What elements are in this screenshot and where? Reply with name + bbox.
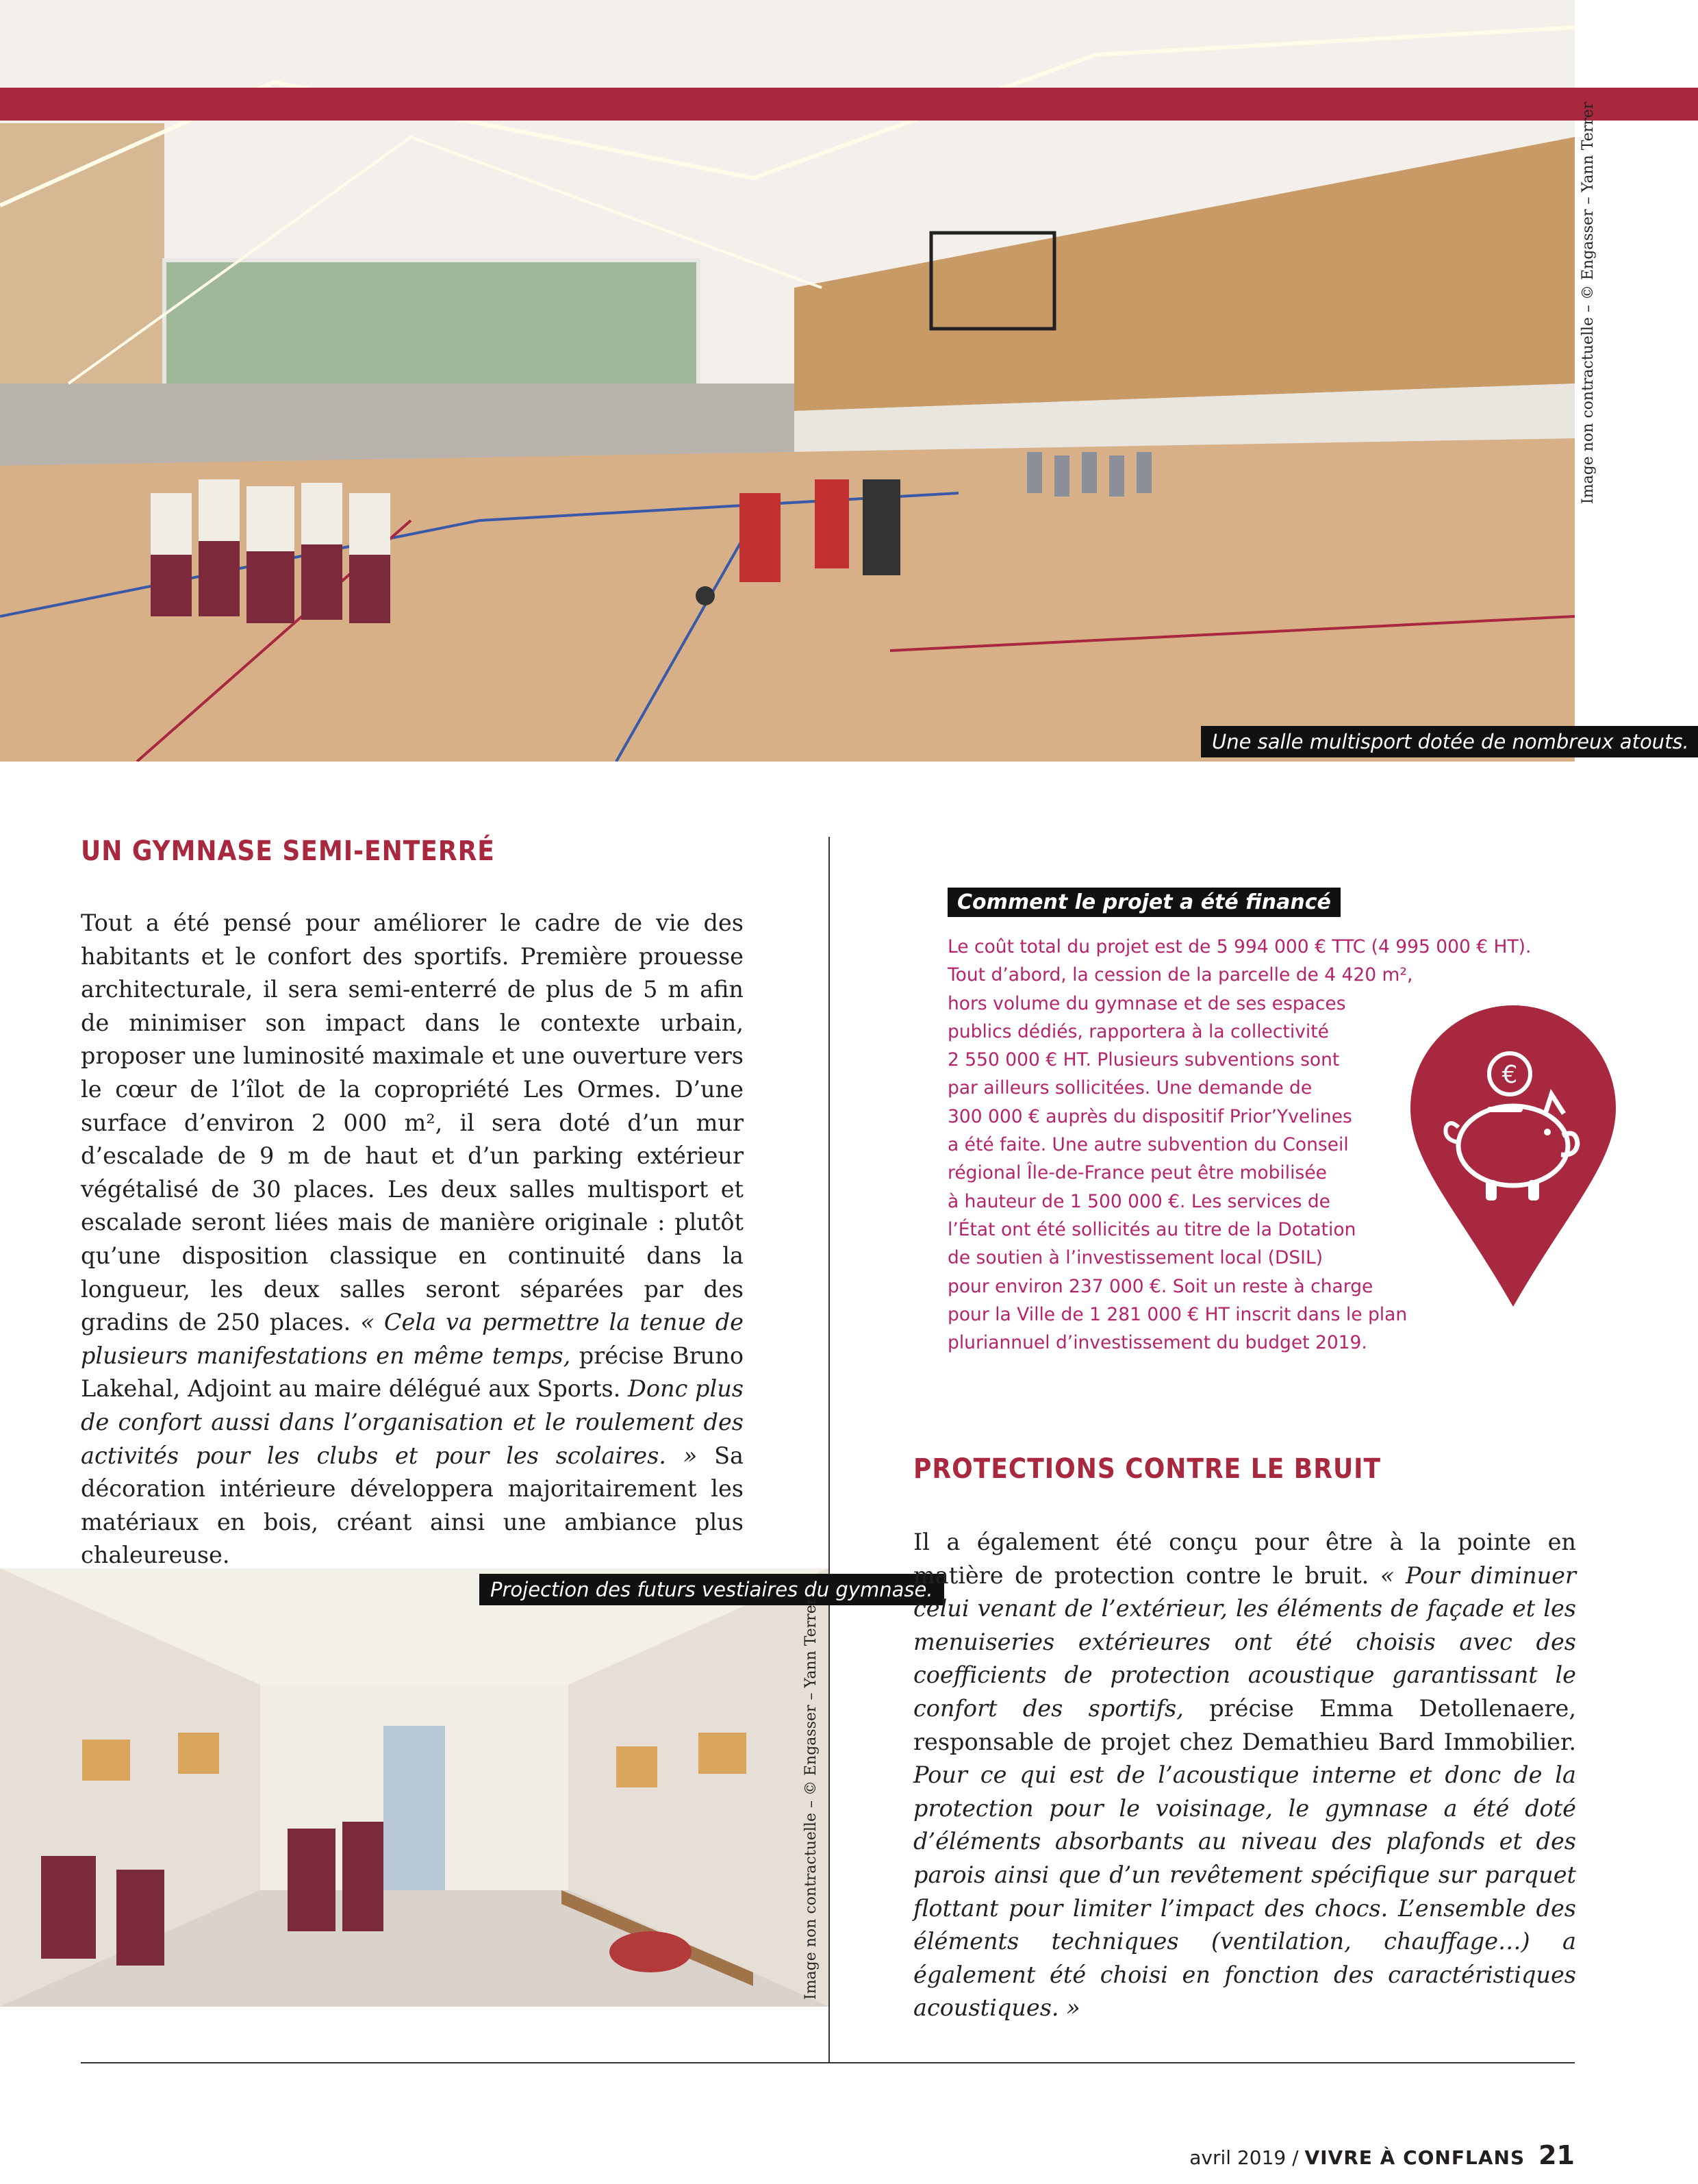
financing-title: Comment le projet a été financé [948,888,1341,917]
top-photo-credit: Image non contractuelle – © Engasser – Yann Terrer [1580,101,1597,504]
locker-room-illustration [0,1568,828,2007]
section2-quote-2: Pour ce qui est de l’acoustique interne et donc de la protection pour le voisinage, le gymnase a été doté d’éléments absorbants au niveau des plafonds et des parois ainsi que d’un revêtement spécifique sur parquet flottant pour limiter l’impact des chocs. L’ensemble des éléments techniques (ventilation, chauffage…) a également été choisi en fonction des caractéristiques acoustiques. » [913,1761,1576,2022]
financing-line: Tout d’abord, la cession de la parcelle de 4 420 m², [948,964,1413,986]
locker-room-photo [0,1568,828,2007]
financing-line: hors volume du gymnase et de ses espaces [948,992,1346,1014]
section2-body [913,1526,1576,2025]
page-footer [1189,2140,1575,2170]
financing-line: pour environ 237 000 €. Soit un reste à charge [948,1275,1373,1297]
footer-magazine: VIVRE À CONFLANS [1304,2146,1525,2169]
section1-body [81,907,744,1572]
section-heading-bruit: PROTECTIONS CONTRE LE BRUIT [913,1453,1382,1485]
financing-line: 2 550 000 € HT. Plusieurs subventions sont [948,1049,1340,1071]
financing-line: de soutien à l’investissement local (DSIL) [948,1247,1323,1269]
footer-date: avril 2019 [1189,2146,1287,2169]
section1-closing: Sa décoration intérieure développera majoritairement les matériaux en bois, créant ainsi une ambiance plus chaleureuse. [81,1442,744,1569]
top-photo-caption: Une salle multisport dotée de nombreux atouts. [1201,726,1698,757]
financing-line: régional Île-de-France peut être mobilisée [948,1162,1327,1184]
bottom-rule [81,2062,1575,2063]
page-number: 21 [1538,2140,1575,2170]
section2-quote-1: « Pour diminuer celui venant de l’extérieur, les éléments de façade et les menuiseries extérieures ont été choisis avec des coefficients de protection acoustique garantissant le confort des sportifs, [913,1561,1576,1722]
section2-intro: Il a également été conçu pour être à la pointe en matière de protection contre le bruit. [913,1529,1576,1589]
section1-quote-1: « Cela va permettre la tenue de plusieurs manifestations en même temps, [81,1309,744,1369]
financing-line: a été faite. Une autre subvention du Conseil [948,1134,1349,1156]
locker-photo-credit: Image non contractuelle – © Engasser – Yann Terrer [802,1597,820,2000]
section1-paragraph: Tout a été pensé pour améliorer le cadre de vie des habitants et le confort des sportifs. Première prouesse architecturale, il sera semi-enterré de plus de 5 m afin de minimiser son impact dans le contexte urbain, proposer une luminosité maximale et une ouverture vers le cœur de l’îlot de la copropriété Les Ormes. D’une surface d’environ 2 000 m², il sera doté d’un mur d’escalade de 9 m de haut et d’un parking extérieur végétalisé de 30 places. Les deux salles multisport et escalade seront liées mais de manière originale : plutôt qu’une disposition classique en continuité dans la longueur, les deux salles seront séparées par des gradins de 250 places. [81,909,744,1336]
financing-line: Le coût total du projet est de 5 994 000 € TTC (4 995 000 € HT). [948,936,1532,957]
section1-quote-2: Donc plus de confort aussi dans l’organisation et le roulement des activités pour les clubs et pour les scolaires. » [81,1375,744,1469]
section1-attribution: précise Bruno Lakehal, Adjoint au maire délégué aux Sports. [81,1342,744,1403]
financing-line: l’État ont été sollicités au titre de la Dotation [948,1218,1356,1240]
header-accent-band [0,88,1698,121]
financing-line: par ailleurs sollicitées. Une demande de [948,1077,1313,1099]
financing-line: publics dédiés, rapportera à la collectivité [948,1020,1329,1042]
financing-line: à hauteur de 1 500 000 €. Les services de [948,1190,1330,1212]
section-heading-gymnase: UN GYMNASE SEMI-ENTERRÉ [81,836,495,867]
footer-separator: / [1286,2146,1305,2169]
euro-symbol: € [1501,1061,1518,1089]
financing-line: 300 000 € auprès du dispositif Prior’Yvelines [948,1105,1352,1127]
piggy-bank-euro-icon [1410,1005,1616,1307]
locker-photo-caption: Projection des futurs vestiaires du gymnase. [479,1574,944,1605]
financing-line: pluriannuel d’investissement du budget 2019. [948,1332,1367,1354]
financing-line: pour la Ville de 1 281 000 € HT inscrit dans le plan [948,1303,1408,1325]
column-divider [828,837,830,2063]
section2-attribution: précise Emma Detollenaere, responsable de projet chez Demathieu Bard Immobilier. [913,1694,1576,1755]
